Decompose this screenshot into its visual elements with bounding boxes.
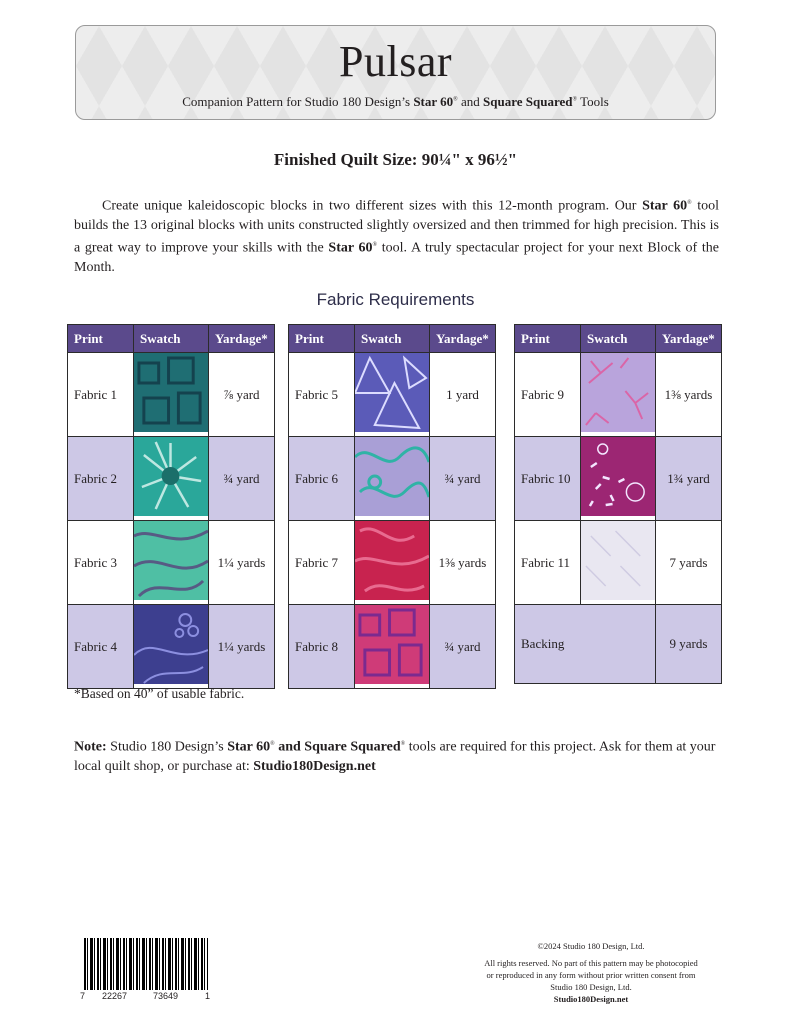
swatch-fill — [134, 605, 208, 684]
print-name: Fabric 6 — [289, 437, 355, 521]
swatch-cell — [355, 605, 430, 689]
fabric-swatch — [581, 353, 655, 432]
table-row — [515, 353, 722, 437]
table-row — [68, 605, 275, 689]
print-name: Fabric 2 — [68, 437, 134, 521]
rights-line: All rights reserved. No part of this pattern may be photocopied — [484, 958, 698, 968]
yardage-value: 9 yards — [656, 605, 722, 684]
tool-square-squared: Square Squared — [483, 94, 573, 109]
col-yardage: Yardage* — [656, 325, 722, 353]
swatch-cell — [581, 353, 656, 437]
fabric-swatch — [355, 437, 429, 516]
yardage-value: 1⅜ yards — [656, 353, 722, 437]
website-link[interactable]: Studio180Design.net — [253, 759, 376, 775]
yardage-value: 1 yard — [430, 353, 496, 437]
print-name: Backing — [515, 605, 656, 684]
note-paragraph — [74, 735, 724, 777]
table-row — [68, 521, 275, 605]
fabric-swatch — [355, 353, 429, 432]
barcode — [80, 938, 212, 1006]
swatch-cell — [355, 521, 430, 605]
title-banner — [75, 25, 716, 120]
reg-mark: ® — [400, 741, 406, 747]
print-name: Fabric 7 — [289, 521, 355, 605]
swatch-cell — [355, 437, 430, 521]
swatch-cell — [134, 521, 209, 605]
fabric-swatch — [581, 521, 655, 600]
intro-text-3: tool. A truly spectacular project for your next Block of the Month. — [74, 240, 719, 275]
table-header-row — [68, 325, 275, 353]
swatch-cell — [134, 353, 209, 437]
swatch-cell — [355, 353, 430, 437]
table-row — [289, 605, 496, 689]
footer-website[interactable]: Studio180Design.net — [553, 994, 629, 1004]
col-swatch: Swatch — [134, 325, 209, 353]
col-yardage: Yardage* — [209, 325, 275, 353]
yardage-footnote: *Based on 40” of usable fabric. — [74, 686, 245, 701]
fabric-table-1 — [67, 324, 275, 689]
fabric-swatch — [355, 521, 429, 600]
fabric-swatch — [134, 521, 208, 600]
subtitle-and: and — [460, 94, 480, 109]
yardage-value: ¾ yard — [430, 605, 496, 689]
swatch-fill — [581, 353, 655, 432]
print-name: Fabric 1 — [68, 353, 134, 437]
barcode-digit: 22267 — [102, 991, 128, 1001]
intro-star60: Star 60 — [642, 198, 688, 214]
note-label: Note: — [74, 739, 107, 755]
reg-mark: ® — [270, 741, 275, 747]
copyright-line: ©2024 Studio 180 Design, Ltd. — [537, 941, 645, 951]
table-row — [289, 437, 496, 521]
col-print: Print — [289, 325, 355, 353]
note-star60: Star 60 — [227, 739, 271, 755]
intro-text-1: Create unique kaleidoscopic blocks in two different sizes with this 12-month program. Our — [102, 198, 637, 214]
print-name: Fabric 3 — [68, 521, 134, 605]
note-text-1: Studio 180 Design’s — [110, 739, 224, 755]
finished-quilt-size: Finished Quilt Size: 90¼" x 96½" — [273, 150, 518, 169]
print-name: Fabric 4 — [68, 605, 134, 689]
intro-paragraph — [74, 194, 719, 277]
fabric-table-3 — [514, 324, 722, 684]
yardage-value: 1¼ yards — [209, 605, 275, 689]
subtitle — [76, 94, 715, 110]
print-name: Fabric 10 — [515, 437, 581, 521]
note-text-2: tools are required for this project. Ask for them at your local quilt shop, or purchase at: — [74, 739, 716, 775]
table-row — [515, 605, 722, 684]
rights-line: Studio 180 Design, Ltd. — [550, 982, 632, 992]
table-row — [515, 437, 722, 521]
barcode-bars — [84, 938, 208, 990]
yardage-value: ¾ yard — [209, 437, 275, 521]
note-square-squared: and Square Squared — [278, 739, 401, 755]
col-print: Print — [68, 325, 134, 353]
subtitle-tools: Tools — [580, 94, 609, 109]
yardage-value: 1¼ yards — [209, 521, 275, 605]
swatch-cell — [581, 437, 656, 521]
fabric-table-2 — [288, 324, 496, 689]
barcode-digit: 73649 — [153, 991, 179, 1001]
fabric-swatch — [581, 437, 655, 516]
yardage-value: ¾ yard — [430, 437, 496, 521]
table-row — [68, 353, 275, 437]
table-header-row — [289, 325, 496, 353]
intro-text-2: tool builds the 13 original blocks with units constructed slightly oversized and then trimmed for high precision. This is a great way to improve your skills with the — [74, 198, 720, 256]
table-row — [289, 353, 496, 437]
col-swatch: Swatch — [581, 325, 656, 353]
barcode-digit: 1 — [205, 991, 211, 1001]
yardage-value: ⅞ yard — [209, 353, 275, 437]
barcode-digit: 7 — [80, 991, 86, 1001]
reg-mark: ® — [372, 241, 378, 248]
fabric-swatch — [134, 353, 208, 432]
col-print: Print — [515, 325, 581, 353]
col-swatch: Swatch — [355, 325, 430, 353]
yardage-value: 1¾ yard — [656, 437, 722, 521]
swatch-cell — [581, 521, 656, 605]
subtitle-prefix: Companion Pattern for Studio 180 Design’s — [182, 94, 411, 109]
table-row — [289, 521, 496, 605]
reg-mark: ® — [687, 200, 692, 206]
swatch-cell — [134, 605, 209, 689]
copyright-block — [450, 940, 732, 1005]
yardage-value: 7 yards — [656, 521, 722, 605]
print-name: Fabric 11 — [515, 521, 581, 605]
page-title: Pulsar — [339, 37, 452, 86]
print-name: Fabric 9 — [515, 353, 581, 437]
tool-star60: Star 60 — [413, 94, 454, 109]
fabric-requirements-heading: Fabric Requirements — [316, 290, 475, 309]
print-name: Fabric 5 — [289, 353, 355, 437]
reg-mark: ® — [572, 96, 578, 103]
rights-line: or reproduced in any form without prior written consent from — [486, 970, 696, 980]
table-header-row — [515, 325, 722, 353]
table-row — [515, 521, 722, 605]
yardage-value: 1⅜ yards — [430, 521, 496, 605]
fabric-swatch — [134, 437, 208, 516]
fabric-swatch — [134, 605, 208, 684]
reg-mark: ® — [453, 96, 458, 103]
print-name: Fabric 8 — [289, 605, 355, 689]
table-row — [68, 437, 275, 521]
fabric-swatch — [355, 605, 429, 684]
swatch-cell — [134, 437, 209, 521]
intro-star60-2: Star 60 — [328, 240, 373, 256]
col-yardage: Yardage* — [430, 325, 496, 353]
